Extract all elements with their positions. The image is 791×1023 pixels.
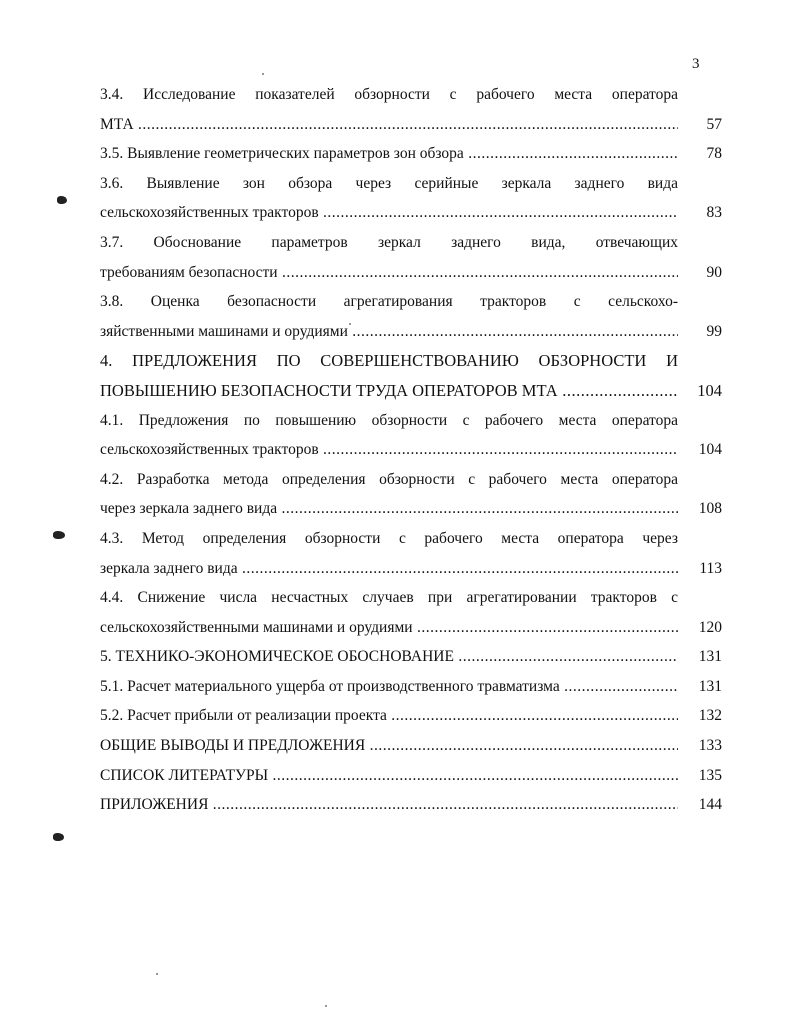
toc-entry-title: ОБЩИЕ ВЫВОДЫ И ПРЕДЛОЖЕНИЯ ..... (100, 731, 678, 761)
toc-entry-title: 4. ПРЕДЛОЖЕНИЯ ПО СОВЕРШЕНСТВОВАНИЮ ОБЗОРНОСТИ И (100, 351, 678, 371)
toc-entry (100, 701, 720, 731)
toc-page-number: 78 (706, 145, 722, 163)
toc-entry-title: 5. ТЕХНИКО-ЭКОНОМИЧЕСКОЕ ОБОСНОВАНИЕ ..... (100, 642, 678, 672)
toc-entry-title-cont: сельскохозяйственных тракторов ..... (100, 198, 678, 228)
toc-entry-continuation (100, 110, 720, 140)
toc-entry-title: 3.4. Исследование показателей обзорности с рабочего места оператора (100, 86, 678, 103)
scan-speck (262, 73, 264, 75)
toc-entry-title: 3.5. Выявление геометрических параметров зон обзора ..... (100, 139, 678, 169)
page-number: 3 (692, 56, 700, 72)
toc-entry-title: 3.6. Выявление зон обзора через серийные зеркала заднего вида (100, 174, 678, 192)
toc-entry-continuation (100, 317, 720, 347)
toc-page-number: 90 (706, 263, 722, 281)
toc-entry-title: СПИСОК ЛИТЕРАТУРЫ ..... (100, 761, 678, 791)
toc-page-number: 120 (698, 618, 722, 636)
toc-entry (100, 169, 720, 199)
toc-entry-continuation (100, 613, 720, 643)
toc-page-number: 57 (706, 115, 722, 133)
toc-entry (100, 583, 720, 613)
toc-entry-continuation (100, 258, 720, 288)
toc-page-number: 83 (706, 204, 722, 222)
toc-entry-title: 3.7. Обоснование параметров зеркал заднего вида, отвечающих (100, 233, 678, 251)
toc-entry (100, 228, 720, 258)
toc-entry-title: 4.3. Метод определения обзорности с рабочего места оператора через (100, 529, 678, 547)
toc-page-number: 113 (699, 559, 722, 577)
scan-speck (156, 973, 158, 975)
toc-entry (100, 139, 720, 169)
toc-entry (100, 406, 720, 436)
toc-entry-title-cont: зяйственными машинами и орудиями ..... (100, 317, 678, 347)
toc-entry (100, 465, 720, 495)
toc-entry-title-cont: требованиям безопасности ..... (100, 258, 678, 288)
toc-entry-title: 4.2. Разработка метода определения обзорности с рабочего места оператора (100, 470, 678, 488)
scan-mark (57, 196, 67, 204)
toc-entry-title: 4.1. Предложения по повышению обзорности с рабочего места оператора (100, 411, 678, 429)
toc-entry-chapter (100, 731, 720, 761)
scan-speck (325, 1005, 327, 1007)
toc-entry-title-cont: ПОВЫШЕНИЮ БЕЗОПАСНОСТИ ТРУДА ОПЕРАТОРОВ МТА ..... (100, 376, 678, 406)
toc-page-number: 133 (698, 737, 722, 755)
toc-entry-title: 4.4. Снижение числа несчастных случаев при агрегатировании тракторов с (100, 589, 678, 607)
scan-speck (349, 323, 351, 325)
toc-entry-title: 5.1. Расчет материального ущерба от производственного травматизма ..... (100, 672, 678, 702)
toc-entry-title-cont: сельскохозяйственными машинами и орудиями ..... (100, 613, 678, 643)
toc-entry-continuation (100, 494, 720, 524)
toc-page-number: 131 (698, 677, 722, 695)
toc-page-number: 104 (697, 380, 722, 400)
toc-entry-chapter (100, 346, 720, 376)
toc-page-number: 135 (698, 766, 722, 784)
toc-entry-title-cont: через зеркала заднего вида ..... (100, 494, 678, 524)
scan-mark (53, 531, 65, 539)
toc-entry-title: 3.8. Оценка безопасности агрегатирования тракторов с сельскохо- (100, 293, 678, 311)
toc-entry-continuation (100, 435, 720, 465)
toc-entry-continuation (100, 376, 720, 406)
toc-page-number: 131 (698, 648, 722, 666)
toc-entry (100, 672, 720, 702)
toc-entry-title: ПРИЛОЖЕНИЯ ..... (100, 790, 678, 820)
toc-entry-title-cont: сельскохозяйственных тракторов ..... (100, 435, 678, 465)
toc-page-number: 104 (698, 441, 722, 459)
toc-entry-title: 5.2. Расчет прибыли от реализации проекта ..... (100, 701, 678, 731)
toc-page-number: 144 (698, 796, 722, 814)
toc-page-number: 132 (698, 707, 722, 725)
toc-entry (100, 287, 720, 317)
toc-entry-chapter (100, 790, 720, 820)
toc-entry (100, 80, 720, 110)
toc-page-number: 108 (698, 500, 722, 518)
toc-entry-title-cont: МТА ..... (100, 110, 678, 140)
toc-page-number: 99 (706, 322, 722, 340)
toc-entry (100, 524, 720, 554)
toc-entry-chapter (100, 642, 720, 672)
toc-entry-continuation (100, 198, 720, 228)
toc-entry-continuation (100, 554, 720, 584)
table-of-contents (100, 80, 720, 820)
toc-entry-title-cont: зеркала заднего вида ..... (100, 554, 678, 584)
toc-entry-chapter (100, 761, 720, 791)
scan-mark (53, 833, 64, 841)
